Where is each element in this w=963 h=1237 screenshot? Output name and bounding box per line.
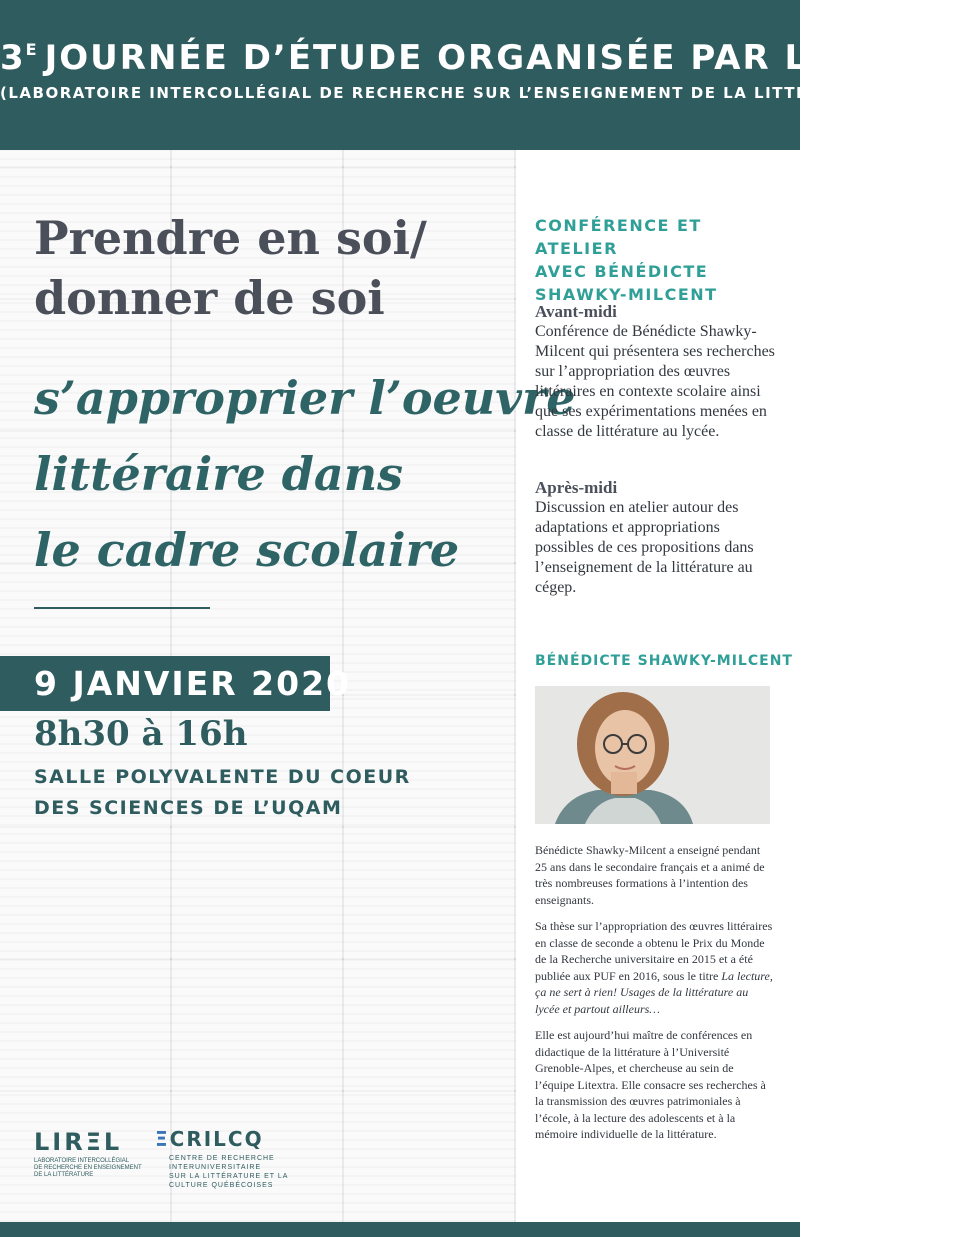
- crilcq-wordmark: [155, 1128, 288, 1150]
- header-ordinal-sup: E: [25, 40, 39, 59]
- book-title: La lecture, ça ne sert à rien! Usages de la littérature au lycée et partout ailleurs…: [535, 968, 773, 1016]
- afternoon-title: Après-midi: [535, 478, 618, 497]
- header-subtitle: (LABORATOIRE INTERCOLLÉGIAL DE RECHERCHE SUR L’ENSEIGNEMENT DE LA LITTÉRATUREL): [0, 84, 903, 102]
- crilcq-caption-3: SUR LA LITTÉRATURE ET LA: [169, 1173, 289, 1180]
- subtitle-line-3: le cadre scolaire: [34, 523, 460, 577]
- lirel-caption-2: DE RECHERCHE EN ENSEIGNEMENT: [34, 1165, 142, 1171]
- conference-heading-line-3: SHAWKY-MILCENT: [535, 285, 718, 304]
- lirel-caption-3: DE LA LITTÉRATURE: [34, 1172, 94, 1178]
- header-title: [0, 38, 963, 78]
- event-venue: [34, 762, 411, 824]
- title-line-2: donner de soi: [34, 271, 385, 325]
- speaker-photo: [535, 686, 770, 824]
- header-title-text: JOURNÉE D’ÉTUDE ORGANISÉE PAR LE LIREL: [44, 38, 963, 78]
- afternoon-session: [535, 478, 775, 598]
- speaker-heading: BÉNÉDICTE SHAWKY-MILCENT: [535, 653, 793, 669]
- morning-text: Conférence de Bénédicte Shawky-Milcent qui présentera ses recherches sur l’appropriation des œuvres littéraires en contexte scolaire ainsi que ses expérimentations menées en classe de littérature au lycée.: [535, 323, 775, 440]
- venue-line-1: SALLE POLYVALENTE DU COEUR: [34, 766, 411, 788]
- lirel-wordmark: LIRΞL: [34, 1128, 123, 1156]
- bio-paragraph-2: [535, 918, 775, 1017]
- event-subtitle: [34, 360, 575, 588]
- morning-title: Avant-midi: [535, 302, 617, 321]
- event-title: [34, 208, 427, 328]
- crilcq-logo: [155, 1128, 288, 1190]
- morning-session: [535, 302, 775, 442]
- crilcq-caption-1: CENTRE DE RECHERCHE: [169, 1155, 275, 1162]
- venue-line-2: DES SCIENCES DE L’UQAM: [34, 797, 343, 819]
- event-date: 9 JANVIER 2020: [0, 656, 330, 711]
- crilcq-caption-2: INTERUNIVERSITAIRE: [169, 1164, 262, 1171]
- bio-paragraph-2-text: Sa thèse sur l’appropriation des œuvres littéraires en classe de seconde a obtenu le Prix du Monde de la Recherche universitaire en 2015 et a été publiée aux PUF en 2016, sous le titre: [535, 919, 773, 983]
- crilcq-name: CRILCQ: [169, 1127, 264, 1151]
- footer-bar: [0, 1222, 800, 1237]
- bio-paragraph-3: Elle est aujourd’hui maître de conférences en didactique de la littérature à l’Université Grenoble-Alpes, et chercheuse au sein de l’équipe Litextra. Elle consacre ses recherches à la transmission des œuvres patrimoniales à l’école, à la lecture des adolescents et à la mémoire individuelle de la littérature.: [535, 1028, 766, 1141]
- bio-paragraph-1: Bénédicte Shawky-Milcent a enseigné pendant 25 ans dans le secondaire français et a animé de très nombreuses formations à l’intention des enseignants.: [535, 843, 765, 907]
- event-time: 8h30 à 16h: [34, 714, 248, 754]
- crilcq-caption-4: CULTURE QUÉBÉCOISES: [169, 1182, 274, 1189]
- conference-heading-line-1: CONFÉRENCE ET ATELIER: [535, 216, 702, 258]
- lirel-caption: [34, 1158, 144, 1179]
- lirel-caption-1: LABORATOIRE INTERCOLLÉGIAL: [34, 1158, 130, 1164]
- subtitle-line-2: littéraire dans: [34, 447, 404, 501]
- speaker-bio: [535, 842, 775, 1153]
- afternoon-text: Discussion en atelier autour des adaptations et appropriations possibles de ces propositions dans l’enseignement de la littérature au cégep.: [535, 499, 754, 596]
- divider: [34, 607, 210, 609]
- header-banner: [0, 0, 963, 150]
- subtitle-line-1: s’approprier l’oeuvre: [34, 371, 576, 425]
- crilcq-mark-icon: Ξ: [155, 1127, 170, 1151]
- lirel-logo: [34, 1130, 144, 1179]
- speaker-portrait-illustration: [535, 686, 770, 824]
- title-line-1: Prendre en soi/: [34, 211, 427, 265]
- conference-heading: [535, 214, 775, 306]
- crilcq-caption: [169, 1154, 288, 1190]
- conference-heading-line-2: AVEC BÉNÉDICTE: [535, 262, 709, 281]
- header-ordinal: 3: [0, 38, 26, 78]
